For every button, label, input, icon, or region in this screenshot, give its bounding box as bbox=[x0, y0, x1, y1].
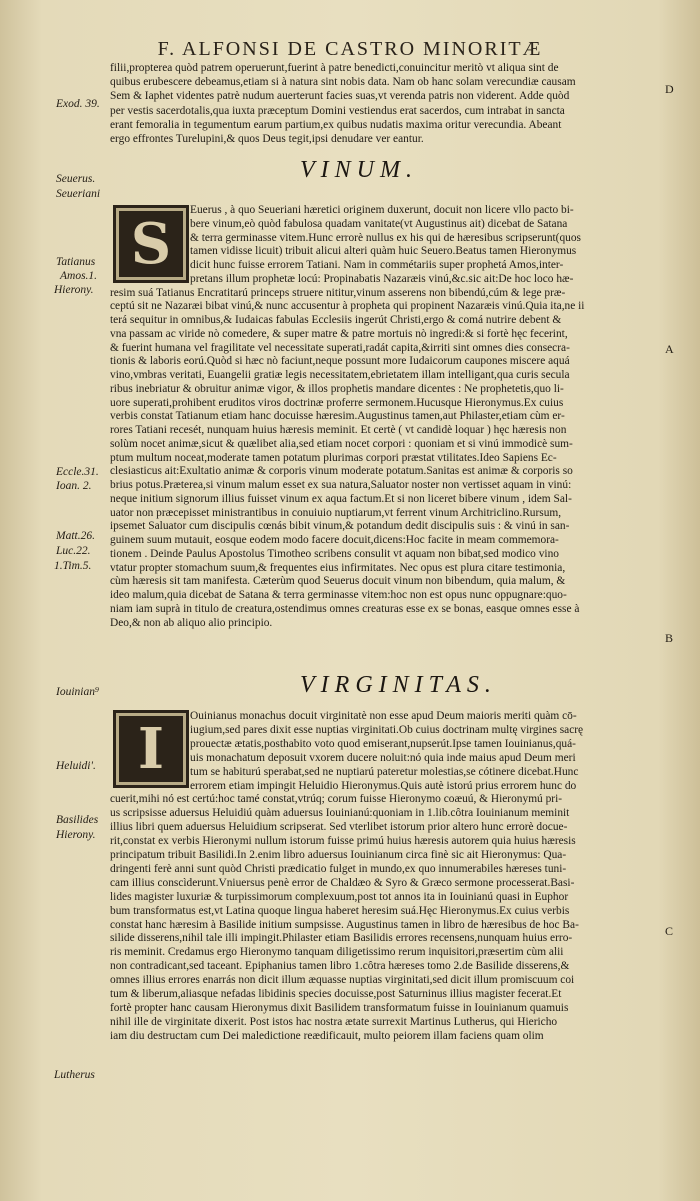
margin-note-heluidi: Heluidi'. bbox=[56, 760, 96, 772]
margin-note-hierony-2: Hierony. bbox=[56, 829, 96, 841]
text-line: verbis constat Tatianum etiam hanc docuisse hæresim.Augustinus tamen,aut Philaster,etiam cùm er- bbox=[110, 410, 565, 423]
text-line: vino,vmbras veritati, Euangelii gratiæ legis necessitatem,ebrietatem illam intelligant,qua curis secula bbox=[110, 369, 570, 381]
margin-note-seueriani: Seueriani bbox=[56, 188, 101, 200]
text-line: prouectæ ætatis,posthabito voto quod emiserant,nupserút.Ipse tamen Iouinianus,quá- bbox=[190, 737, 576, 750]
text-line: neque initium signorum illius fuisset vinum ex aqua factum.Et si non liceret bibere vinum , idem Sal- bbox=[110, 492, 572, 505]
text-line: bum transformatus est,vt Latina quoque lingua haberet heresim suá.Hęc Hieronymus.Ex cuius verbis bbox=[110, 904, 570, 917]
text-line: dringenti ferè anni sunt quòd Christi prædicatio fulget in mundo,ex quo innumerabiles hæreses tuni- bbox=[110, 862, 567, 875]
text-line: nihil ille de virginitate dixerit. Post istos hac nostra ætate surrexit Martinus Lutherus, qui Hiericho bbox=[110, 1015, 558, 1028]
decorated-initial-i: I bbox=[113, 710, 189, 788]
text-line: uore superati,prohibent eruditos viros doctrinæ proferre sermonem.Hucusque Hieronymus.Ex cuius bbox=[110, 396, 564, 409]
text-line: principatum tribuit Basilidi.In 2.enim libro aduersus Iouinianum circa finè sic ait Hieronymus: Qua- bbox=[110, 849, 567, 861]
text-line: Deo,& non ab aliquo alio principio. bbox=[110, 616, 273, 629]
text-line: brius potus.Præterea,si vinum malum esset ex sua natura,Saluator noster non vertisset aquam in vinú: bbox=[110, 479, 572, 491]
text-line: cùm hæresis sit tam manifesta. Cæterùm quod Seuerus docuit vinum non bibendum, quia malum, & bbox=[110, 575, 566, 588]
text-line: ideo malum,quia dicebat de Satana & terra germinasse vitem:hoc non est opus nunc oppugnare:quo- bbox=[110, 589, 567, 601]
margin-note-lutherus: Lutherus bbox=[54, 1069, 95, 1081]
margin-note-seuerus: Seuerus. bbox=[56, 173, 96, 185]
margin-note-luc: Luc.22. bbox=[56, 545, 91, 557]
text-line: us scripsisse aduersus Heluidiú quàm aduersus Iouinianú:quoniam in 1.lib.côtra Iouinianum meminit bbox=[110, 807, 570, 820]
margin-note-exod: Exod. 39. bbox=[56, 98, 100, 110]
margin-note-iouinian: Iouinian⁹ bbox=[56, 686, 99, 698]
margin-note-matt: Matt.26. bbox=[56, 530, 95, 542]
text-line: rit,constat ex verbis Hieronymi nullum istorum fuisse primú huius hæresis autorem quia huius hæresis bbox=[110, 835, 576, 848]
decorated-initial-s: S bbox=[113, 205, 189, 283]
text-line: solùm nocet animæ,sicut & quælibet alia,sed etiam nocet corpori : quoniam et si vinú immodicè sum- bbox=[110, 437, 573, 450]
running-header: F. ALFONSI DE CASTRO MINORITÆ bbox=[157, 38, 543, 60]
margin-note-basilides: Basilides bbox=[56, 814, 99, 826]
text-line: constat hanc hæresim à Basilide initium sumpsisse. Augustinus tamen in libro de hæresibus de hoc Ba- bbox=[110, 918, 579, 931]
text-line: ribus inebriatur & obruitur animæ vigor, & illos prophetis mandare dicentes : Ne prophetetis,quo li- bbox=[110, 382, 564, 395]
margin-note-tim: 1.Tim.5. bbox=[54, 560, 92, 572]
text-line: lides magister luxuriæ & turpissimorum complexuum,post tot annos ita in Iouinianú quasi in Euphor bbox=[110, 890, 569, 903]
text-line: niam iam suprà in titulo de creatura,ostendimus omnes creaturas esse ex se bonas, easque omnes esse à bbox=[110, 602, 580, 615]
text-line: filii,propterea quòd patrem operuerunt,fuerint à patre benedicti,conuincitur meritò vt aliqua sint de bbox=[110, 62, 559, 74]
text-line: ipsemet Saluator cum discipulis cœnás bibit vinum,& potandum dedit discipulis suis : & vinú in san- bbox=[110, 520, 570, 533]
text-line: dicit hunc fuisse errorem Tatiani. Nam in commétariis super prophetá Amos,inter- bbox=[190, 259, 564, 271]
text-line: terá sequitur in omnibus,& Iudaicas fabulas Ecclesiis ingerút Christi,ergo & comá nutrire debent & bbox=[110, 314, 562, 326]
text-line: vna passam ac viride nò comedere, & super matre & patre mortuis nò ingredi:& si fortè hęc fecerint, bbox=[110, 327, 568, 340]
text-line: illius libri quem aduersus Heluidium scripserat. Sed vterlibet istorum prior altero hunc errorè docue- bbox=[110, 821, 568, 834]
margin-note-ioan: Ioan. 2. bbox=[56, 480, 92, 492]
margin-note-amos: Amos.1. bbox=[60, 270, 98, 282]
text-line: ptum multum noceat,moderate tamen potatum plurimas corpori præstat vtilitates.Ideo Sapiens Ec- bbox=[110, 451, 557, 464]
text-line: quibus erubescere debeamus,etiam si à natura sint nobis data. Nam ob hanc solam verecundiæ causam bbox=[110, 76, 576, 89]
text-line: tionem . Deinde Paulus Apostolus Timotheo scribens consulit vt aquam non bibat,sed modico vino bbox=[110, 547, 559, 560]
right-marker-d: D bbox=[665, 82, 674, 96]
text-line: clesiasticus ait:Exultatio animæ & corporis vinum moderate potatum.Sanitas est animæ & corporis so bbox=[110, 465, 573, 478]
text-line: & terra germinasse vitem.Hunc errorè nullus ex his qui de hæresibus scripserunt(quos bbox=[190, 231, 581, 244]
text-line: & fuerint humana vel fragilitate vel necessitate superati,radát capita,&irriti sint omnes dies consecra- bbox=[110, 341, 570, 354]
text-line: Ouinianus monachus docuit virginitatè non esse apud Deum maioris meriti quàm cō- bbox=[190, 710, 577, 722]
margin-note-eccle: Eccle.31. bbox=[56, 466, 99, 478]
text-line: Sem & Iaphet videntes patrè nudum auerterunt facies suas,vt verenda patris non viderent. Adde quòd bbox=[110, 90, 570, 103]
text-line: tamen vidisse licuit) tribuit alicui alteri quàm huic Seuero.Beatus tamen Hieronymus bbox=[190, 245, 577, 258]
text-line: vtatur propter stomachum suum,& frequentes eius infirmitates. Nec opus est plura citare testimonia, bbox=[110, 561, 566, 574]
section-title-virginitas: VIRGINITAS. bbox=[300, 672, 497, 698]
text-line: tum & liberum,aliasque nefadas libidinis species docuisse,post Saturninus illius magister fecerat.Et bbox=[110, 988, 562, 1000]
text-line: non contradicant,sed taceant. Epiphanius tamen libro 1.côtra hæreses tomo 2.de Basilide disserens,& bbox=[110, 960, 570, 973]
text-line: errorem etiam impingit Heluidio Hieronymus.Quis autè istorú prius errorem hunc do bbox=[190, 779, 577, 792]
text-line: rores Tatiani recesét, nunquam huius hæresis meminit. Et certè ( vt candidè loquar ) hęc hæresis non bbox=[110, 424, 567, 436]
text-line: bere vinum,eò quòd fabulosa quadam vanitate(vt Augustinus ait) dicebat de Satana bbox=[190, 217, 568, 230]
text-line: omnes illius errores enarrás non dicit illum æquasse nuptias virginitati,sed dicit illum promiscuum coi bbox=[110, 974, 575, 987]
margin-note-tatianus: Tatianus bbox=[56, 256, 96, 268]
text-line: iam diu destructam cum Dei maledictione reædificauit, multo peiorem illam faciens quam olim bbox=[110, 1029, 544, 1042]
text-line: resim suá Tatianus Encratitarú princeps struere nititur,vinum asserens non bibendú,cúm & lege præ- bbox=[110, 286, 566, 299]
text-line: uis monachatum deposuit vxorem ducere noluit:nó quia inde maius apud Deum meri bbox=[190, 751, 576, 764]
text-line: pretans illum prophetæ locú: Propinabatis Nazaræis vinú,&c.sic ait:De hoc loco hæ- bbox=[190, 272, 574, 285]
text-line: erant femoralia in tegumentum earum partium,ex quibus nudatis maxima oritur verecundia. Abeant bbox=[110, 118, 562, 131]
section-title-vinum: VINUM. bbox=[300, 157, 418, 183]
text-line: tum se habiturú sperabat,sed ne nuptiarú pateretur molestias,se cótinere dicebat.Hunc bbox=[190, 765, 579, 778]
text-line: silide disserens,nihil tale illi impingit.Philaster etiam Basilidis errores recensens,nunquam huius erro- bbox=[110, 932, 573, 945]
text-line: tionis & laboris eorú.Quòd si hæc nò faciunt,neque possunt more Iudaicorum caupones miscere aquá bbox=[110, 355, 570, 368]
text-line: cam illius conscìderunt.Vniuersus penè error de Chaldæo & Syro & Græco sermone processerat.Basi- bbox=[110, 876, 575, 889]
right-marker-b: B bbox=[665, 631, 674, 645]
text-line: uator non præcepisset ministrantibus in conuiuio nuptiarum,vt ferrent vinum Architriclino.Rursum, bbox=[110, 506, 562, 519]
text-line: guinem suum mutauit, eosque eodem modo facere docuit,dicens:Hoc facite in meam commemora- bbox=[110, 534, 559, 546]
text-line: iugium,sed pares dixit esse nuptias virginitati.Ob cuius doctrinam multę virgines sacrę bbox=[190, 723, 584, 736]
margin-note-hierony: Hierony. bbox=[54, 284, 94, 296]
text-line: ris meminit. Credamus ergo Hieronymo tanquam diligetissimo rerum inquisitori,præsertim cùm alii bbox=[110, 946, 564, 959]
text-line: fortè propter hanc causam Hieronymus dixit Basilidem transformatum fuisse in Iouinianum quamuis bbox=[110, 1001, 569, 1014]
text-line: Euerus , à quo Seueriani hæretici originem duxerunt, docuit non licere vllo pacto bi- bbox=[190, 204, 574, 216]
text-line: ceptú sit ne Nazaræi bibat vinú,& nunc accusentur à propheta qui propinent Nazaræis vinú.Quia ita,ne ii bbox=[110, 300, 585, 313]
text-line: cuerit,mihi nó est certú:hoc tamé constat,vtrúq; corum fuisse Hieronymo coæuú, & Hieronymú pri- bbox=[110, 793, 563, 806]
right-marker-c: C bbox=[665, 924, 674, 938]
text-line: ergo effrontes Turelupini,& quos Deus tegit,ipsi denudare ver eantur. bbox=[110, 133, 424, 145]
text-line: per vestis sacerdotalis,qua iuxta præceptum Domini vestiendus erat sacerdos, cum intrabat in sancta bbox=[110, 104, 565, 117]
right-marker-a: A bbox=[665, 342, 674, 356]
